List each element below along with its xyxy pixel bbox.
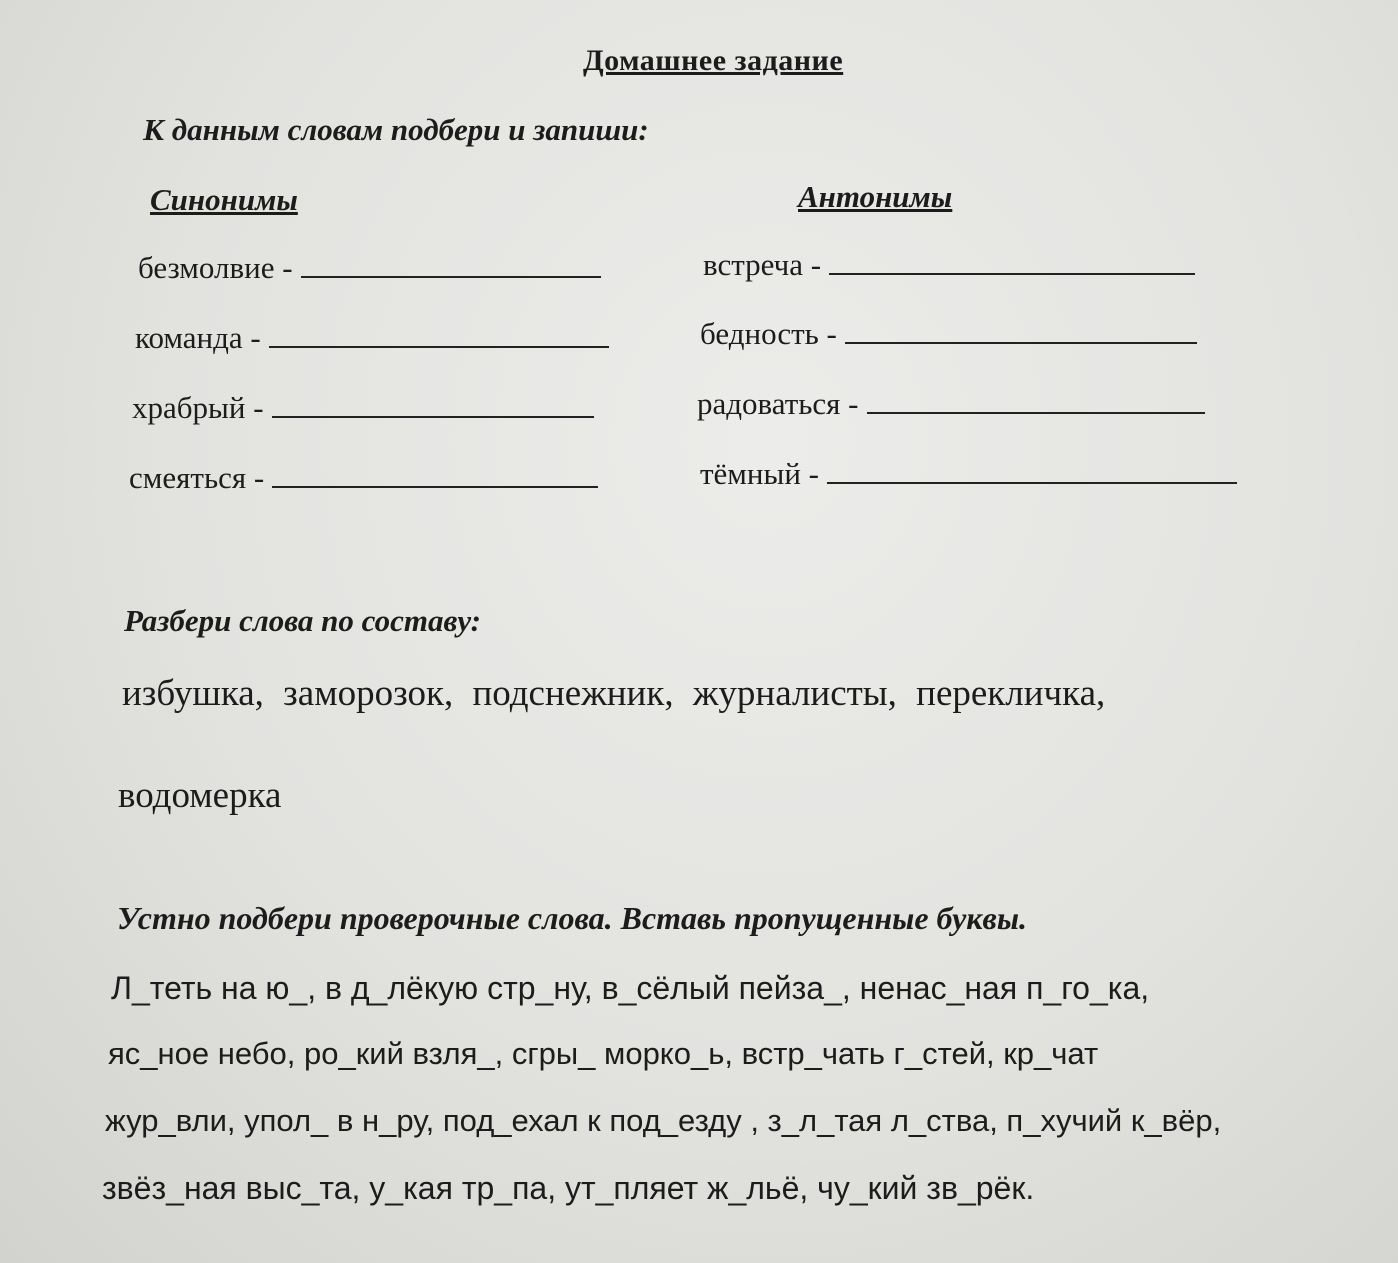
synonym-item-1 [138, 250, 601, 286]
antonym-item-3 [697, 386, 1205, 422]
task1-heading: К данным словам подбери и запиши: [143, 112, 649, 147]
spelling-line-1: Л_теть на ю_, в д_лёкую стр_ну, в_сёлый пейза_, ненас_ная п_го_ка, [111, 970, 1150, 1006]
synonym-word: команда - [135, 320, 261, 355]
synonym-item-2 [135, 320, 609, 356]
antonym-word: встреча - [703, 247, 822, 282]
answer-line[interactable] [272, 485, 598, 488]
morphology-words-line-1: избушка, заморозок, подснежник, журналисты, перекличка, [122, 673, 1106, 714]
spelling-line-3: жур_вли, упол_ в н_ру, под_ехал к под_езду , з_л_тая л_ства, п_хучий к_вёр, [105, 1103, 1222, 1138]
answer-line[interactable] [269, 345, 609, 348]
synonym-item-3 [132, 390, 594, 426]
morphology-words-line-2: водомерка [118, 775, 282, 816]
synonym-word: смеяться - [129, 460, 265, 495]
antonyms-heading: Антонимы [798, 179, 953, 214]
answer-line[interactable] [301, 275, 601, 278]
page-title: Домашнее задание [583, 44, 844, 77]
antonym-word: бедность - [700, 316, 837, 351]
synonym-word: безмолвие - [138, 250, 293, 285]
antonym-item-2 [700, 316, 1197, 352]
antonym-word: тёмный - [700, 456, 820, 491]
answer-line[interactable] [829, 272, 1195, 275]
antonym-word: радоваться - [697, 386, 859, 421]
task3-heading: Устно подбери проверочные слова. Вставь пропущенные буквы. [117, 900, 1028, 936]
answer-line[interactable] [827, 481, 1237, 484]
spelling-line-4: звёз_ная выс_та, у_кая тр_па, ут_пляет ж_льё, чу_кий зв_рёк. [102, 1170, 1035, 1206]
spelling-line-2: яс_ное небо, ро_кий взля_, сгры_ морко_ь, встр_чать г_стей, кр_чат [108, 1036, 1099, 1071]
synonym-item-4 [129, 460, 598, 496]
synonyms-heading: Синонимы [150, 182, 298, 217]
task2-heading: Разбери слова по составу: [124, 603, 481, 638]
answer-line[interactable] [845, 341, 1197, 344]
answer-line[interactable] [867, 411, 1205, 414]
antonym-item-1 [703, 247, 1195, 283]
answer-line[interactable] [272, 415, 594, 418]
antonym-item-4 [700, 456, 1237, 492]
synonym-word: храбрый - [132, 390, 264, 425]
